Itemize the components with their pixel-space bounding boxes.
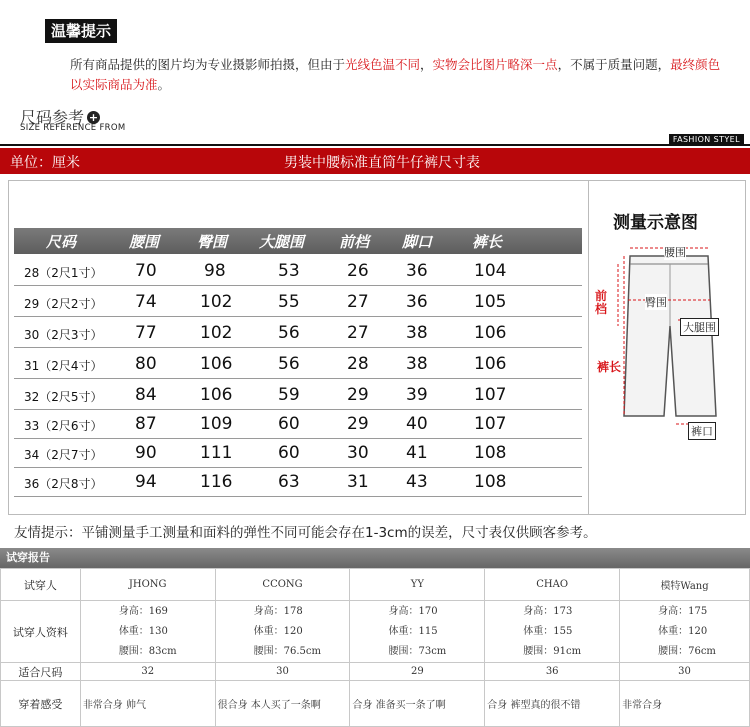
cell-rise: 27 (347, 292, 369, 312)
cell-hip: 102 (200, 292, 233, 312)
cell-thigh: 53 (278, 261, 300, 281)
table-row (14, 317, 582, 348)
cell-size: 28（2尺1寸） (24, 266, 103, 280)
person-weight: 体重：120 (658, 625, 708, 637)
notice-text-b: ， (420, 57, 433, 72)
trial-row-info (1, 601, 750, 663)
cell-hem: 41 (406, 443, 428, 463)
person-size: 29 (350, 663, 485, 681)
cell-length: 107 (474, 414, 507, 434)
cell-length: 106 (474, 354, 507, 374)
trial-report-table (0, 568, 750, 727)
cell-length: 107 (474, 385, 507, 405)
cell-thigh: 56 (278, 323, 300, 343)
cell-hip: 106 (200, 354, 233, 374)
size-reference-label: 尺码参考 (20, 108, 85, 127)
cell-waist: 94 (135, 472, 157, 492)
table-row (14, 286, 582, 317)
person-size: 30 (620, 663, 750, 681)
person-height: 身高：169 (118, 605, 168, 617)
cell-hip: 106 (200, 385, 233, 405)
cell-rise: 31 (347, 472, 369, 492)
cell-size: 32（2尺5寸） (24, 390, 103, 404)
cell-thigh: 56 (278, 354, 300, 374)
cell-hip: 98 (204, 261, 226, 281)
cell-hem: 38 (406, 323, 428, 343)
size-reference-subtitle: SIZE REFERENCE FROM (20, 123, 126, 133)
person-height: 身高：178 (253, 605, 303, 617)
person-height: 身高：175 (658, 605, 708, 617)
trial-row-size (1, 663, 750, 681)
pants-diagram (590, 238, 742, 438)
person-weight: 体重：130 (118, 625, 168, 637)
col-length: 裤长 (472, 233, 503, 251)
person-height: 身高：173 (523, 605, 573, 617)
cell-hip: 111 (200, 443, 233, 463)
person-info (215, 601, 350, 663)
cell-thigh: 63 (278, 472, 300, 492)
person-height: 身高：170 (388, 605, 438, 617)
notice-red-3: 最终颜色以实际商品为准 (70, 57, 721, 92)
notice-title: 温馨提示 (45, 19, 117, 43)
cell-waist: 74 (135, 292, 157, 312)
table-row (14, 348, 582, 379)
diagram-label-hem: 裤口 (688, 422, 716, 440)
label-feel: 穿着感受 (1, 681, 81, 727)
cell-hem: 36 (406, 261, 428, 281)
col-size: 尺码 (46, 233, 77, 251)
person-info (80, 601, 215, 663)
person-info (620, 601, 750, 663)
diagram-label-thigh: 大腿围 (680, 318, 719, 336)
cell-waist: 84 (135, 385, 157, 405)
col-rise: 前档 (339, 233, 370, 251)
diagram-label-waist: 腰围 (664, 246, 686, 259)
diagram-label-length: 裤长 (597, 360, 622, 374)
notice-text-c: ，不属于质量问题， (557, 57, 671, 72)
cell-length: 108 (474, 472, 507, 492)
cell-waist: 70 (135, 261, 157, 281)
cell-thigh: 60 (278, 414, 300, 434)
col-hip: 臀围 (197, 233, 228, 251)
cell-thigh: 60 (278, 443, 300, 463)
cell-size: 30（2尺3寸） (24, 328, 103, 342)
cell-length: 106 (474, 323, 507, 343)
divider (0, 144, 750, 146)
cell-thigh: 55 (278, 292, 300, 312)
label-size: 适合尺码 (1, 663, 81, 681)
diagram-label-hip: 臀围 (645, 296, 667, 309)
notice-red-2: 实物会比图片略深一点 (432, 57, 558, 72)
person-info (350, 601, 485, 663)
cell-rise: 27 (347, 323, 369, 343)
person-feel: 合身 准备买一条了啊 (350, 681, 485, 727)
cell-length: 104 (474, 261, 507, 281)
cell-waist: 90 (135, 443, 157, 463)
person-feel: 合身 裤型真的很不错 (485, 681, 620, 727)
fashion-tag: FASHION STYEL (669, 134, 744, 146)
cell-rise: 29 (347, 414, 369, 434)
trial-row-feel (1, 681, 750, 727)
cell-hem: 40 (406, 414, 428, 434)
table-row (14, 255, 582, 286)
plus-icon: + (88, 111, 99, 124)
label-info: 试穿人资料 (1, 601, 81, 663)
person-size: 32 (80, 663, 215, 681)
trial-row-person (1, 569, 750, 601)
size-table-header (14, 228, 582, 254)
cell-thigh: 59 (278, 385, 300, 405)
cell-hem: 36 (406, 292, 428, 312)
person-weight: 体重：155 (523, 625, 573, 637)
person-size: 36 (485, 663, 620, 681)
cell-rise: 26 (347, 261, 369, 281)
table-row (14, 466, 582, 497)
notice-red-1: 光线色温不同 (345, 57, 421, 72)
cell-waist: 77 (135, 323, 157, 343)
cell-hem: 38 (406, 354, 428, 374)
cell-hem: 43 (406, 472, 428, 492)
cell-size: 31（2尺4寸） (24, 359, 103, 373)
person-name: YY (350, 569, 485, 601)
cell-size: 33（2尺6寸） (24, 419, 103, 433)
notice-text (70, 55, 730, 95)
cell-size: 29（2尺2寸） (24, 297, 103, 311)
person-feel: 很合身 本人买了一条啊 (215, 681, 350, 727)
cell-size: 36（2尺8寸） (24, 477, 103, 491)
cell-hip: 102 (200, 323, 233, 343)
table-row (14, 408, 582, 439)
cell-waist: 80 (135, 354, 157, 374)
person-waist: 腰围：73cm (388, 645, 447, 657)
col-waist: 腰围 (129, 233, 160, 251)
person-weight: 体重：120 (253, 625, 303, 637)
chart-title-bar (0, 148, 750, 174)
person-name: 模特Wang (620, 569, 750, 601)
diagram-label-rise: 前档 (595, 289, 608, 316)
cell-length: 108 (474, 443, 507, 463)
label-person: 试穿人 (1, 569, 81, 601)
diagram-title: 测量示意图 (613, 213, 698, 233)
cell-hem: 39 (406, 385, 428, 405)
person-info (485, 601, 620, 663)
col-hem: 脚口 (402, 233, 433, 251)
person-weight: 体重：115 (388, 625, 438, 637)
table-row (14, 437, 582, 468)
cell-hip: 109 (200, 414, 233, 434)
person-waist: 腰围：76.5cm (253, 645, 321, 657)
unit-label: 单位：厘米 (10, 155, 80, 171)
notice-text-a: 所有商品提供的图片均为专业摄影师拍摄，但由于 (70, 57, 346, 72)
cell-waist: 87 (135, 414, 157, 434)
cell-size: 34（2尺7寸） (24, 448, 103, 462)
cell-length: 105 (474, 292, 507, 312)
size-chart-title: 男装中腰标准直筒牛仔裤尺寸表 (284, 155, 480, 171)
person-waist: 腰围：83cm (118, 645, 177, 657)
person-feel: 非常合身 帅气 (80, 681, 215, 727)
friendly-note: 友情提示：平铺测量手工测量和面料的弹性不同可能会存在1-3cm的误差，尺寸表仅供顾客参考。 (14, 525, 597, 541)
person-size: 30 (215, 663, 350, 681)
notice-text-d: 。 (157, 77, 171, 92)
person-waist: 腰围：76cm (658, 645, 716, 657)
person-name: CCONG (215, 569, 350, 601)
person-waist: 腰围：91cm (523, 645, 582, 657)
table-row (14, 379, 582, 410)
person-name: JHONG (80, 569, 215, 601)
trial-report-header: 试穿报告 (0, 548, 750, 568)
person-name: CHAO (485, 569, 620, 601)
cell-rise: 29 (347, 385, 369, 405)
col-thigh: 大腿围 (259, 233, 305, 251)
cell-rise: 28 (347, 354, 369, 374)
person-feel: 非常合身 (620, 681, 750, 727)
cell-hip: 116 (200, 472, 233, 492)
cell-rise: 30 (347, 443, 369, 463)
